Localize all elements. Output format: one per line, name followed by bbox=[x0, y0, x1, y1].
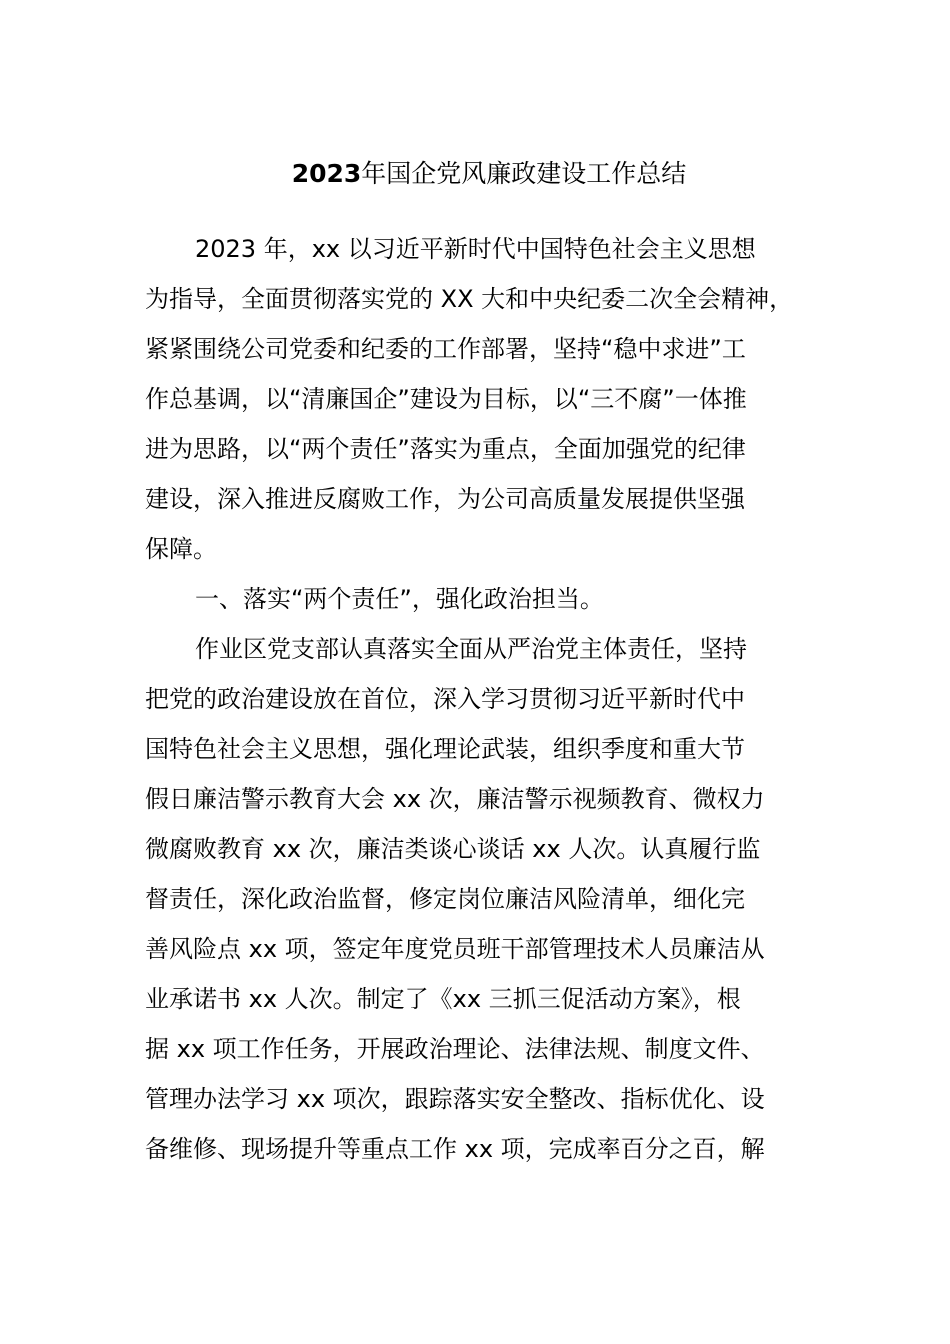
document-title bbox=[0, 152, 950, 196]
paragraph-line: 管理办法学习 xx 项次，跟踪落实安全整改、指标优化、设 bbox=[145, 1085, 765, 1113]
title-text: 年国企党风廉政建设工作总结 bbox=[361, 159, 687, 188]
paragraph-line: 作总基调，以“清廉国企”建设为目标，以“三不腐”一体推 bbox=[145, 385, 747, 413]
paragraph-line: 假日廉洁警示教育大会 xx 次，廉洁警示视频教育、微权力 bbox=[145, 785, 765, 813]
paragraph-line: 据 xx 项工作任务，开展政治理论、法律法规、制度文件、 bbox=[145, 1035, 765, 1063]
paragraph-line: 把党的政治建设放在首位，深入学习贯彻习近平新时代中 bbox=[145, 685, 745, 713]
paragraph-line: 为指导，全面贯彻落实党的 XX 大和中央纪委二次全会精神， bbox=[145, 285, 794, 313]
paragraph-line: 善风险点 xx 项，签定年度党员班干部管理技术人员廉洁从 bbox=[145, 935, 765, 963]
paragraph-line: 国特色社会主义思想，强化理论武装，组织季度和重大节 bbox=[145, 735, 745, 763]
document-body bbox=[145, 224, 825, 1174]
paragraph-line: 备维修、现场提升等重点工作 xx 项，完成率百分之百，解 bbox=[145, 1135, 765, 1163]
section-heading: 一、落实“两个责任”，强化政治担当。 bbox=[195, 585, 604, 613]
paragraph-line: 作业区党支部认真落实全面从严治党主体责任，坚持 bbox=[195, 635, 747, 663]
paragraph-line: 业承诺书 xx 人次。制定了《xx 三抓三促活动方案》，根 bbox=[145, 985, 741, 1013]
title-year: 2023 bbox=[291, 159, 362, 188]
paragraph-line: 紧紧围绕公司党委和纪委的工作部署，坚持“稳中求进”工 bbox=[145, 335, 746, 363]
paragraph-line: 督责任，深化政治监督，修定岗位廉洁风险清单，细化完 bbox=[145, 885, 745, 913]
paragraph-line: 2023 年，xx 以习近平新时代中国特色社会主义思想 bbox=[195, 235, 756, 263]
paragraph-line: 建设，深入推进反腐败工作，为公司高质量发展提供坚强 bbox=[145, 485, 745, 513]
paragraph-line: 保障。 bbox=[145, 535, 217, 563]
paragraph-line: 进为思路，以“两个责任”落实为重点，全面加强党的纪律 bbox=[145, 435, 746, 463]
paragraph-line: 微腐败教育 xx 次，廉洁类谈心谈话 xx 人次。认真履行监 bbox=[145, 835, 761, 863]
